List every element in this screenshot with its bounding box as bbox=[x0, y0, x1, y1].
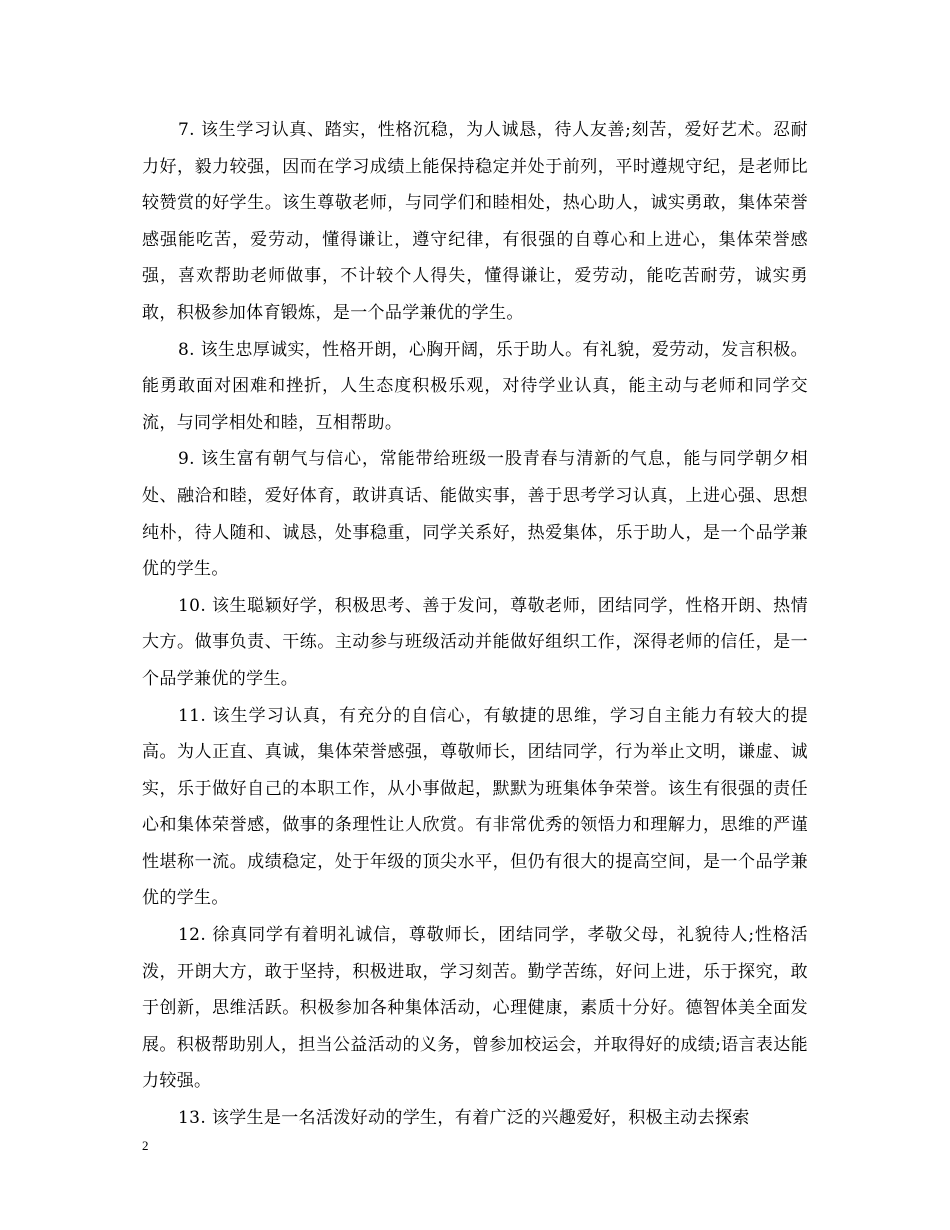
page-number: 2 bbox=[142, 1138, 149, 1153]
paragraph-item-12: 12. 徐真同学有着明礼诚信，尊敬师长，团结同学，孝敬父母，礼貌待人;性格活泼，开朗大方，敢于坚持，积极进取，学习刻苦。勤学苦练，好问上进，乐于探究，敢于创新，思维活跃。积极参加各种集体活动，心理健康，素质十分好。德智体美全面发展。积极帮助别人，担当公益活动的义务，曾参加校运会，并取得好的成绩;语言表达能力较强。 bbox=[142, 925, 808, 1092]
paragraph-item-13: 13. 该学生是一名活泼好动的学生，有着广泛的兴趣爱好，积极主动去探索 bbox=[178, 1108, 750, 1129]
paragraph-item-10: 10. 该生聪颖好学，积极思考、善于发问，尊敬老师，团结同学，性格开朗、热情大方。做事负责、干练。主动参与班级活动并能做好组织工作，深得老师的信任，是一个品学兼优的学生。 bbox=[142, 595, 808, 689]
paragraph-item-9: 9. 该生富有朝气与信心，常能带给班级一股青春与清新的气息，能与同学朝夕相处、融洽和睦，爱好体育，敢讲真话、能做实事，善于思考学习认真，上进心强、思想纯朴，待人随和、诚恳，处事稳重，同学关系好，热爱集体，乐于助人，是一个品学兼优的学生。 bbox=[142, 449, 808, 580]
paragraph-item-7: 7. 该生学习认真、踏实，性格沉稳，为人诚恳，待人友善;刻苦，爱好艺术。忍耐力好，毅力较强，因而在学习成绩上能保持稳定并处于前列，平时遵规守纪，是老师比较赞赏的好学生。该生尊敬老师，与同学们和睦相处，热心助人，诚实勇敢，集体荣誉感强能吃苦，爱劳动，懂得谦让，遵守纪律，有很强的自尊心和上进心，集体荣誉感强，喜欢帮助老师做事，不计较个人得失，懂得谦让，爱劳动，能吃苦耐劳，诚实勇敢，积极参加体育锻炼，是一个品学兼优的学生。 bbox=[142, 120, 808, 323]
paragraph-item-8: 8. 该生忠厚诚实，性格开朗，心胸开阔，乐于助人。有礼貌，爱劳动，发言积极。能勇敢面对困难和挫折，人生态度积极乐观，对待学业认真，能主动与老师和同学交流，与同学相处和睦，互相帮助。 bbox=[142, 339, 808, 433]
paragraph-item-11: 11. 该生学习认真，有充分的自信心，有敏捷的思维，学习自主能力有较大的提高。为人正直、真诚，集体荣誉感强，尊敬师长，团结同学，行为举止文明，谦虚、诚实，乐于做好自己的本职工作，从小事做起，默默为班集体争荣誉。该生有很强的责任心和集体荣誉感，做事的条理性让人欣赏。有非常优秀的领悟力和理解力，思维的严谨性堪称一流。成绩稳定，处于年级的顶尖水平，但仍有很大的提高空间，是一个品学兼优的学生。 bbox=[142, 705, 808, 909]
document-body bbox=[142, 112, 808, 1137]
